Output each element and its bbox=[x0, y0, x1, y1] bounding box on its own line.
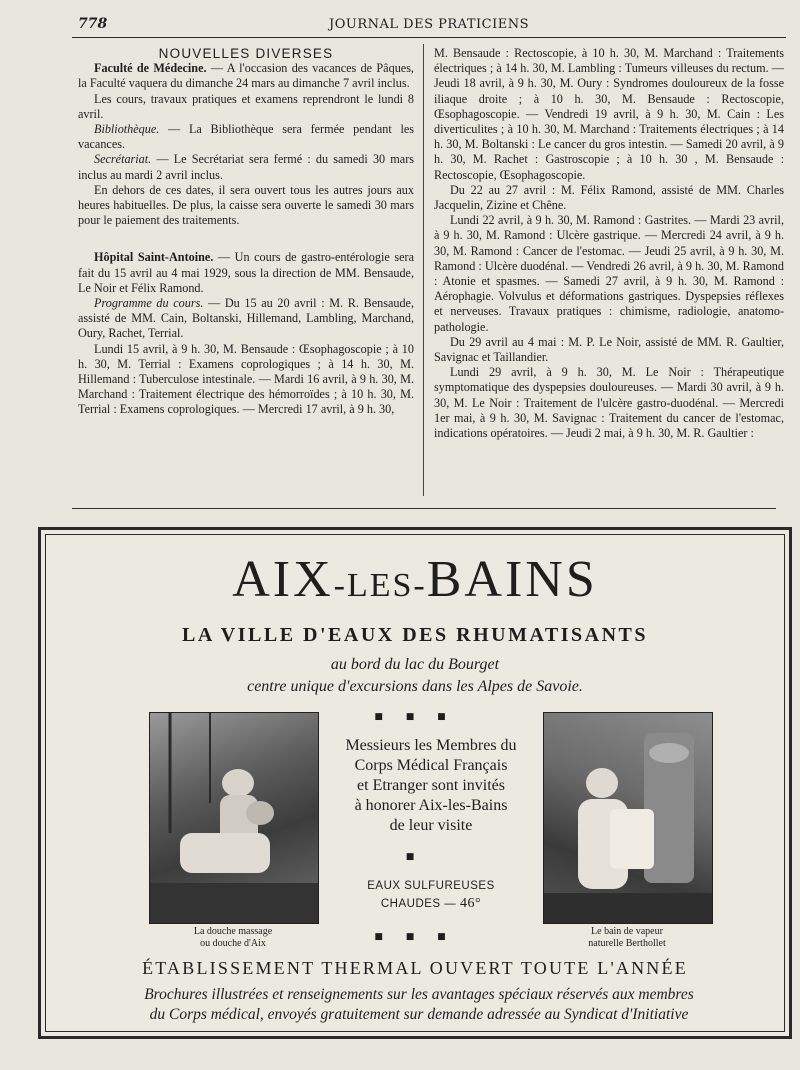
bullets-top: ■ ■ ■ bbox=[374, 712, 456, 722]
waters-line-2 bbox=[331, 895, 531, 913]
waters-info bbox=[331, 878, 531, 913]
waters-line-1: EAUX SULFUREUSES bbox=[367, 880, 495, 892]
column-divider bbox=[423, 44, 424, 496]
bibliotheque-label: Bibliothèque. bbox=[94, 122, 160, 137]
faculte-paragraph bbox=[78, 61, 414, 91]
ad-establishment: ÉTABLISSEMENT THERMAL OUVERT TOUTE L'ANNÉE bbox=[142, 958, 688, 978]
programme-paragraph bbox=[78, 296, 414, 342]
ad-brochure-line-1: Brochures illustrées et renseignements sur les avantages spéciaux réservés aux membres bbox=[144, 986, 694, 1003]
ad-tagline-2: centre unique d'excursions dans les Alpes de Savoie. bbox=[247, 678, 583, 695]
caption-right-line-2: naturelle Berthollet bbox=[588, 938, 666, 949]
journal-title: JOURNAL DES PRATICIENS bbox=[329, 17, 529, 32]
programme-text: — Du 15 au 20 avril : M. R. Bensaude, assisté de MM. Cain, Boltanski, Hillemand, Lambling, Marchand, Oury, Rachet, Terrial. bbox=[78, 296, 415, 341]
douche-scene-illustration bbox=[150, 713, 318, 923]
douche-massage-photo bbox=[149, 712, 319, 924]
caption-right-line-1: Le bain de vapeur bbox=[591, 926, 663, 937]
bain-vapeur-photo bbox=[543, 712, 713, 924]
bibliotheque-text: — La Bibliothèque sera fermée pendant les vacances. bbox=[78, 122, 414, 152]
header-rule bbox=[72, 37, 786, 38]
programme-label: Programme du cours. bbox=[94, 296, 204, 311]
right-paragraph-5: Lundi 29 avril, à 9 h. 30, M. Le Noir : Thérapeutique symptomatique des dyspepsies douloureuses. — Mardi 30 avril, à 9 h. 30, M. Le Noir : Traitement de l'ulcère gastro-duodénal. — Mercredi 1er mai, à 9 h. 30, M. Savignac : Traitement du cancer de l'estomac, indications opératoires. — Jeudi 2 mai, à 9 h. 30, M. R. Gaultier : bbox=[434, 365, 784, 441]
ad-title-bains: BAINS bbox=[426, 551, 598, 608]
invite-line-2: Corps Médical Français bbox=[354, 757, 508, 774]
bibliotheque-paragraph bbox=[78, 122, 414, 152]
separator-rule bbox=[72, 508, 776, 509]
hopital-paragraph bbox=[78, 250, 414, 296]
vapeur-scene-illustration bbox=[544, 713, 712, 923]
right-column bbox=[434, 46, 784, 441]
left-column bbox=[78, 46, 414, 418]
invite-line-4: à honorer Aix-les-Bains bbox=[354, 797, 508, 814]
right-paragraph-3: Lundi 22 avril, à 9 h. 30, M. Ramond : Gastrites. — Mardi 23 avril, à 9 h. 30, M. Ramond : Ulcère gastrique. — Mercredi 24 avril, à 9 h. 30, M. Ramond : Cancer de l'estomac. — Jeudi 25 avril, à 9 h. 30, M. Ramond : Ulcère duodénal. — Vendredi 26 avril, à 9 h. 30, M. Ramond : Atonie et spasmes. — Samedi 27 avril, à 9 h. 30, M. Ramond : Aérophagie. Volvulus et déformations gastriques. Dyspepsies réflexes et nerveuses. Travaux pratiques : chimisme, radiologie, anatomo-pathologie. bbox=[434, 213, 784, 334]
ad-brochure-line-2: du Corps médical, envoyés gratuitement sur demande adressée au Syndicat d'Initiative bbox=[149, 1006, 689, 1023]
invite-line-1: Messieurs les Membres du bbox=[345, 737, 517, 754]
bullets-bottom: ■ ■ ■ bbox=[374, 932, 456, 942]
caption-left-line-1: La douche massage bbox=[193, 926, 273, 937]
ad-tagline-1: au bord du lac du Bourget bbox=[330, 656, 500, 673]
faculte-paragraph-5: En dehors de ces dates, il sera ouvert tous les autres jours aux heures habituelles. De plus, la caisse sera ouverte le samedi 30 mars pour le paiement des traitements. bbox=[78, 182, 414, 228]
secretariat-text: — Le Secrétariat sera fermé : du samedi 30 mars inclus au mardi 2 avril inclus. bbox=[78, 152, 414, 182]
page-number: 778 bbox=[78, 16, 108, 32]
secretariat-label: Secrétariat. bbox=[94, 152, 152, 167]
waters-line-2-text: CHAUDES — bbox=[380, 898, 460, 910]
faculte-paragraph-2: Les cours, travaux pratiques et examens reprendront le lundi 8 avril. bbox=[78, 91, 414, 121]
ad-title-aix: AIX bbox=[232, 551, 334, 608]
invite-line-5: de leur visite bbox=[389, 817, 473, 834]
invitation-text bbox=[331, 736, 531, 836]
ad-subtitle: LA VILLE D'EAUX DES RHUMATISANTS bbox=[181, 624, 648, 646]
lundi15-paragraph: Lundi 15 avril, à 9 h. 30, M. Bensaude : Œsophagoscopie ; à 10 h. 30, M. Terrial : Examens coprologiques ; à 14 h. 30, M. Hillemand : Tuberculose intestinale. — Mardi 16 avril, à 9 h. 30, M. Marchand : Traitement électrique des hémorroïdes ; à 10 h. 30, M. Terrial : Examens coprologiques. — Mercredi 17 avril, à 9 h. 30, bbox=[78, 341, 414, 417]
advertisement bbox=[38, 527, 792, 1039]
waters-temperature: 46° bbox=[460, 896, 482, 911]
section-title: NOUVELLES DIVERSES bbox=[158, 46, 334, 61]
right-paragraph-2: Du 22 au 27 avril : M. Félix Ramond, assisté de MM. Charles Jacquelin, Zizine et Chêne. bbox=[434, 182, 784, 213]
running-header bbox=[72, 14, 786, 38]
hopital-text: — Un cours de gastro-entérologie sera fait du 15 avril au 4 mai 1929, sous la direction de MM. Bensaude, Le Noir et Félix Ramond. bbox=[78, 250, 414, 295]
faculte-text: — A l'occasion des vacances de Pâques, la Faculté vaquera du dimanche 24 mars au dimanche 7 avril inclus. bbox=[78, 61, 414, 91]
hopital-title: Hôpital Saint-Antoine. bbox=[94, 250, 214, 265]
faculte-title: Faculté de Médecine. bbox=[94, 61, 207, 76]
ad-title bbox=[41, 552, 789, 614]
right-paragraph-1: M. Bensaude : Rectoscopie, à 10 h. 30, M. Marchand : Traitements électriques ; à 14 h. 30, M. Lambling : Tumeurs villeuses du rectum. — Jeudi 18 avril, à 9 h. 30, M. Oury : Syndromes douloureux de la fosse iliaque droite ; à 10 h. 30, M. Bensaude : Rectoscopie, Œsophagoscopie. — Vendredi 19 avril, à 9 h. 30, M. Cain : Les diverticulites ; à 10 h. 30, M. Marchand : Traitements électriques ; à 14 h. 30, M. Boltanski : Le cancer du gros intestin. — Samedi 20 avril, à 9 h. 30, M. Rachet : Gastroscopie ; à 10 h. 30 , M. Bensaude : Rectoscopie, Œsophagoscopie. bbox=[434, 46, 784, 182]
bullet-middle: ■ bbox=[405, 852, 425, 862]
right-paragraph-4: Du 29 avril au 4 mai : M. P. Le Noir, assisté de MM. R. Gaultier, Savignac et Taillandier. bbox=[434, 334, 784, 365]
secretariat-paragraph bbox=[78, 152, 414, 182]
paragraph-gap bbox=[78, 228, 414, 250]
caption-left-line-2: ou douche d'Aix bbox=[200, 938, 266, 949]
ad-title-les: -LES- bbox=[333, 567, 427, 604]
invite-line-3: et Etranger sont invités bbox=[357, 777, 505, 794]
